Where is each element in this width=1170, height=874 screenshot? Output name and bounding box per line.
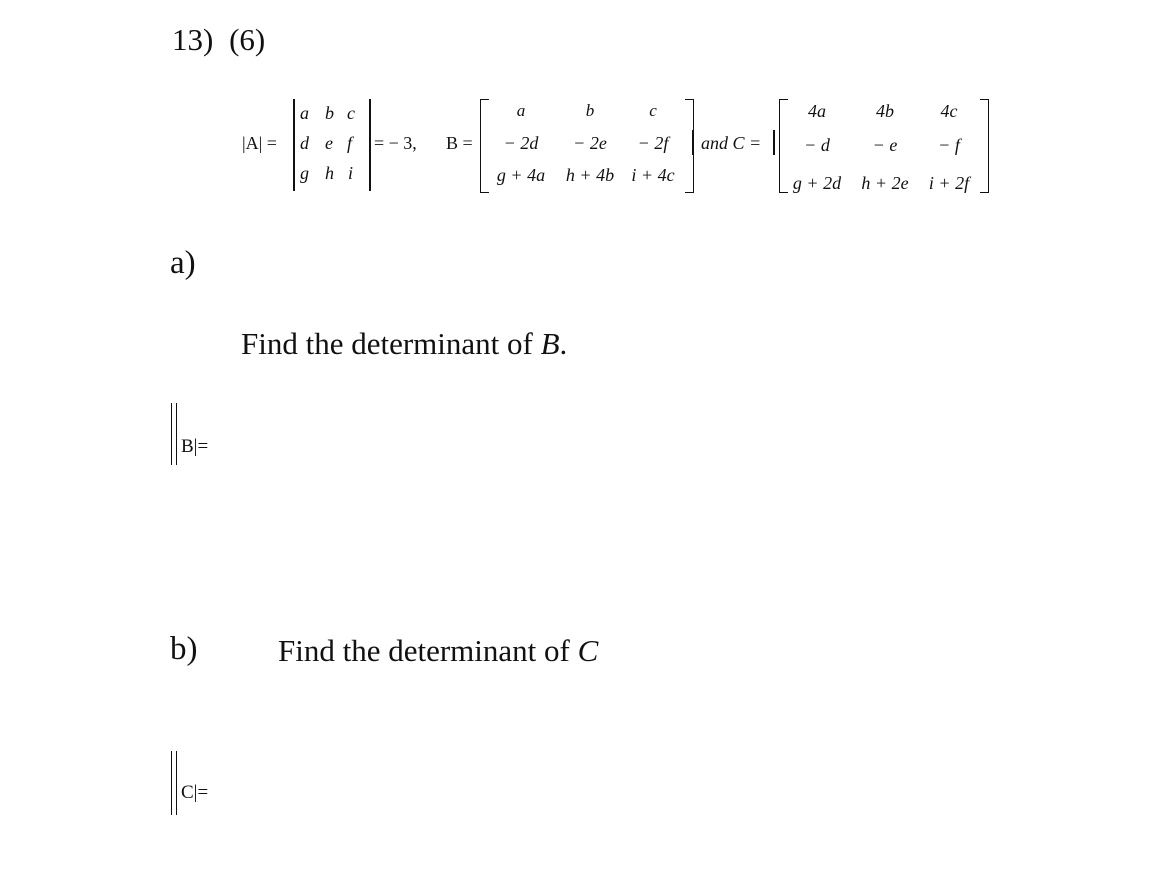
matrix-a-cell: f — [347, 133, 353, 153]
part-a-prompt-end: . — [559, 326, 568, 361]
answer-bars — [171, 751, 177, 815]
part-a-prompt-text: Find the determinant of — [241, 326, 541, 361]
question-number-text: 13) — [172, 22, 214, 57]
matrix-a-cell: h — [325, 163, 334, 183]
part-a-prompt — [241, 326, 567, 362]
matrix-c-cell: g + 2d — [792, 173, 842, 193]
matrix-b-cell: b — [585, 101, 595, 120]
b-label: B = — [446, 133, 473, 153]
answer-bars — [171, 403, 177, 465]
matrix-c-cell: − f — [938, 135, 960, 155]
matrix-a-cell: d — [300, 133, 309, 153]
matrix-a-cell: a — [300, 103, 309, 123]
part-a-answer-label: B|= — [181, 436, 209, 457]
matrix-a-cell: i — [348, 163, 354, 183]
part-a-label: a) — [170, 245, 196, 281]
part-b-prompt — [278, 633, 598, 669]
part-a-prompt-var: B — [540, 326, 560, 361]
matrix-b-cell: − 2e — [573, 133, 607, 153]
matrix-c-cell: 4a — [808, 101, 826, 121]
matrix-b-cell: c — [649, 101, 657, 120]
det-a-value: = − 3, — [374, 133, 417, 153]
matrix-c-cell: − d — [804, 135, 830, 155]
matrix-b-cell: − 2d — [503, 133, 539, 153]
matrix-b-cell: g + 4a — [496, 165, 546, 185]
question-number — [172, 22, 265, 58]
matrix-c-cell: i + 2f — [928, 173, 970, 193]
matrix-b-cell: a — [516, 101, 526, 120]
separator-bar — [692, 130, 694, 155]
part-b-prompt-text: Find the determinant of — [278, 633, 578, 668]
matrix-b-cell: − 2f — [637, 133, 669, 153]
matrix-a-cell: c — [347, 103, 355, 123]
part-b-label: b) — [170, 631, 198, 667]
part-b-prompt-var: C — [577, 633, 599, 668]
matrix-a-cell: g — [300, 163, 309, 183]
matrix-c-cell: 4b — [876, 101, 894, 121]
det-bar-left — [293, 99, 295, 191]
matrix-a-cell: b — [325, 103, 334, 123]
matrix-a-cell: e — [325, 133, 333, 153]
and-c-label: and C = — [701, 133, 762, 153]
det-bar-right — [369, 99, 371, 191]
matrix-b-cell: h + 4b — [565, 165, 615, 185]
part-b-answer-label: C|= — [181, 782, 209, 803]
matrix-c-cell: h + 2e — [861, 173, 909, 193]
matrix-c-cell: 4c — [940, 101, 958, 121]
matrix-c-cell: − e — [872, 135, 898, 155]
matrix-b-cell: i + 4c — [631, 165, 675, 185]
question-points: (6) — [229, 22, 266, 57]
det-a-prefix: |A| = — [242, 133, 277, 153]
